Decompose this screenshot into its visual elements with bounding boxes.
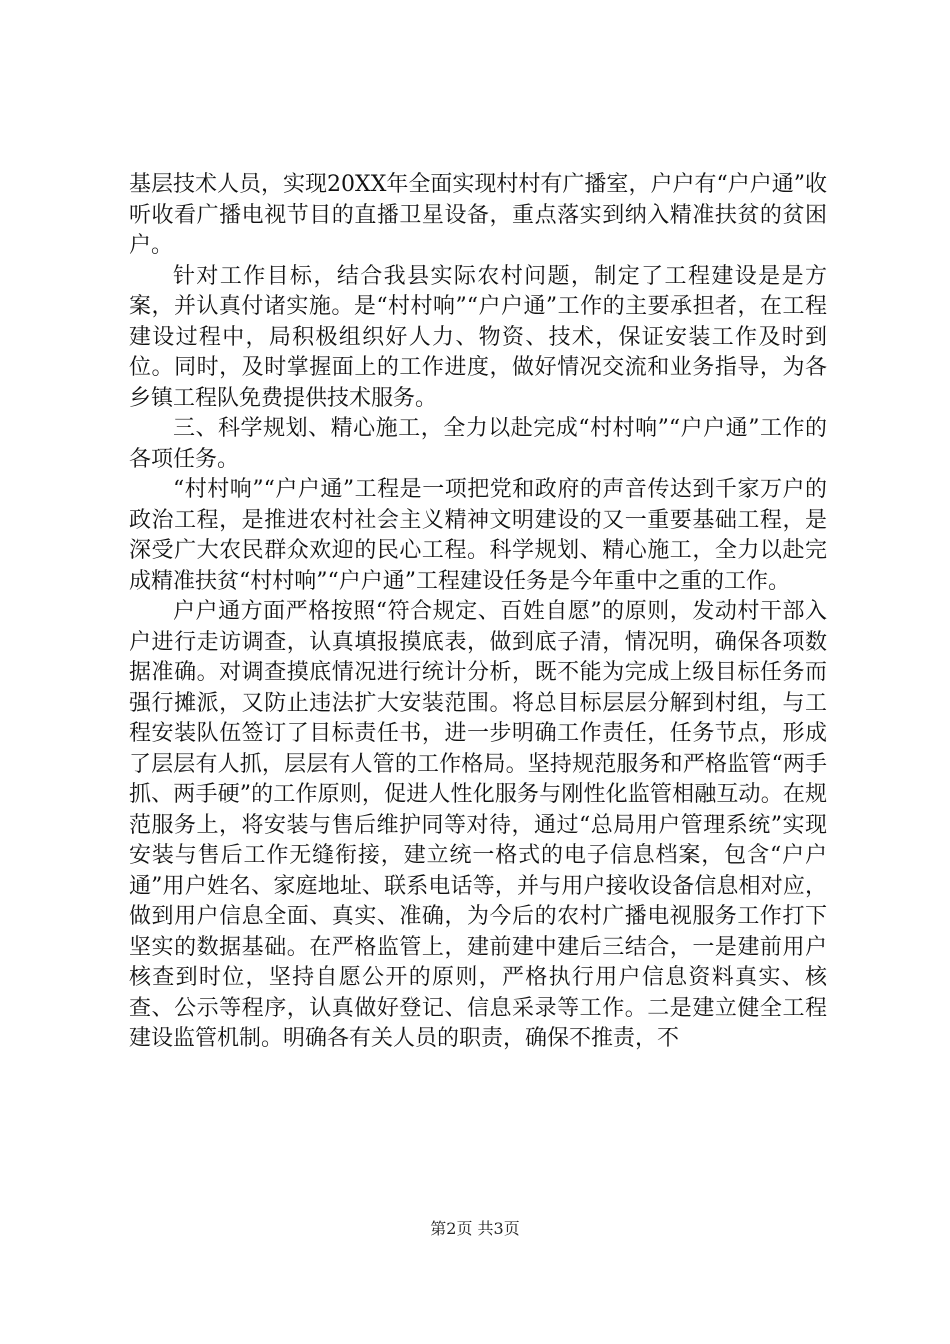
paragraph-4: “村村响”“户户通”工程是一项把党和政府的声音传达到千家万户的政治工程，是推进农村社会主义精神文明建设的又一重要基础工程，是深受广大农民群众欢迎的民心工程。科学规划、精心施工，全力以赴完成精准扶贫“村村响”“户户通”工程建设任务是今年重中之重的工作。 — [129, 477, 827, 594]
page-footer: 第2页 共3页 — [430, 1219, 520, 1238]
paragraph-1: 基层技术人员，实现20XX年全面实现村村有广播室，户户有“户户通”收听收看广播电视节目的直播卫星设备，重点落实到纳入精准扶贫的贫困户。 — [129, 172, 827, 258]
paragraph-5: 户户通方面严格按照“符合规定、百姓自愿”的原则，发动村干部入户进行走访调查，认真填报摸底表，做到底子清，情况明，确保各项数据准确。对调查摸底情况进行统计分析，既不能为完成上级目标任务而强行摊派，又防止违法扩大安装范围。将总目标层层分解到村组，与工程安装队伍签订了目标责任书，进一步明确工作责任，任务节点，形成了层层有人抓，层层有人管的工作格局。坚持规范服务和严格监管“两手抓、两手硬”的工作原则，促进人性化服务与刚性化监管相融互动。在规范服务上，将安装与售后维护同等对待，通过“总局用户管理系统”实现安装与售后工作无缝衔接，建立统一格式的电子信息档案，包含“户户通”用户姓名、家庭地址、联系电话等，并与用户接收设备信息相对应，做到用户信息全面、真实、准确，为今后的农村广播电视服务工作打下坚实的数据基础。在严格监管上，建前建中建后三结合，一是建前用户核查到时位，坚持自愿公开的原则，严格执行用户信息资料真实、核查、公示等程序，认真做好登记、信息采录等工作。二是建立健全工程建设监管机制。明确各有关人员的职责，确保不推责，不 — [129, 599, 827, 1051]
paragraph-2: 针对工作目标，结合我县实际农村问题，制定了工程建设是是方案，并认真付诸实施。是“村村响”“户户通”工作的主要承担者，在工程建设过程中，局积极组织好人力、物资、技术，保证安装工作及时到位。同时，及时掌握面上的工作进度，做好情况交流和业务指导，为各乡镇工程队免费提供技术服务。 — [129, 263, 827, 411]
document-body — [129, 170, 827, 1055]
section-heading-3: 三、科学规划、精心施工，全力以赴完成“村村响”“户户通”工作的各项任务。 — [129, 416, 827, 472]
